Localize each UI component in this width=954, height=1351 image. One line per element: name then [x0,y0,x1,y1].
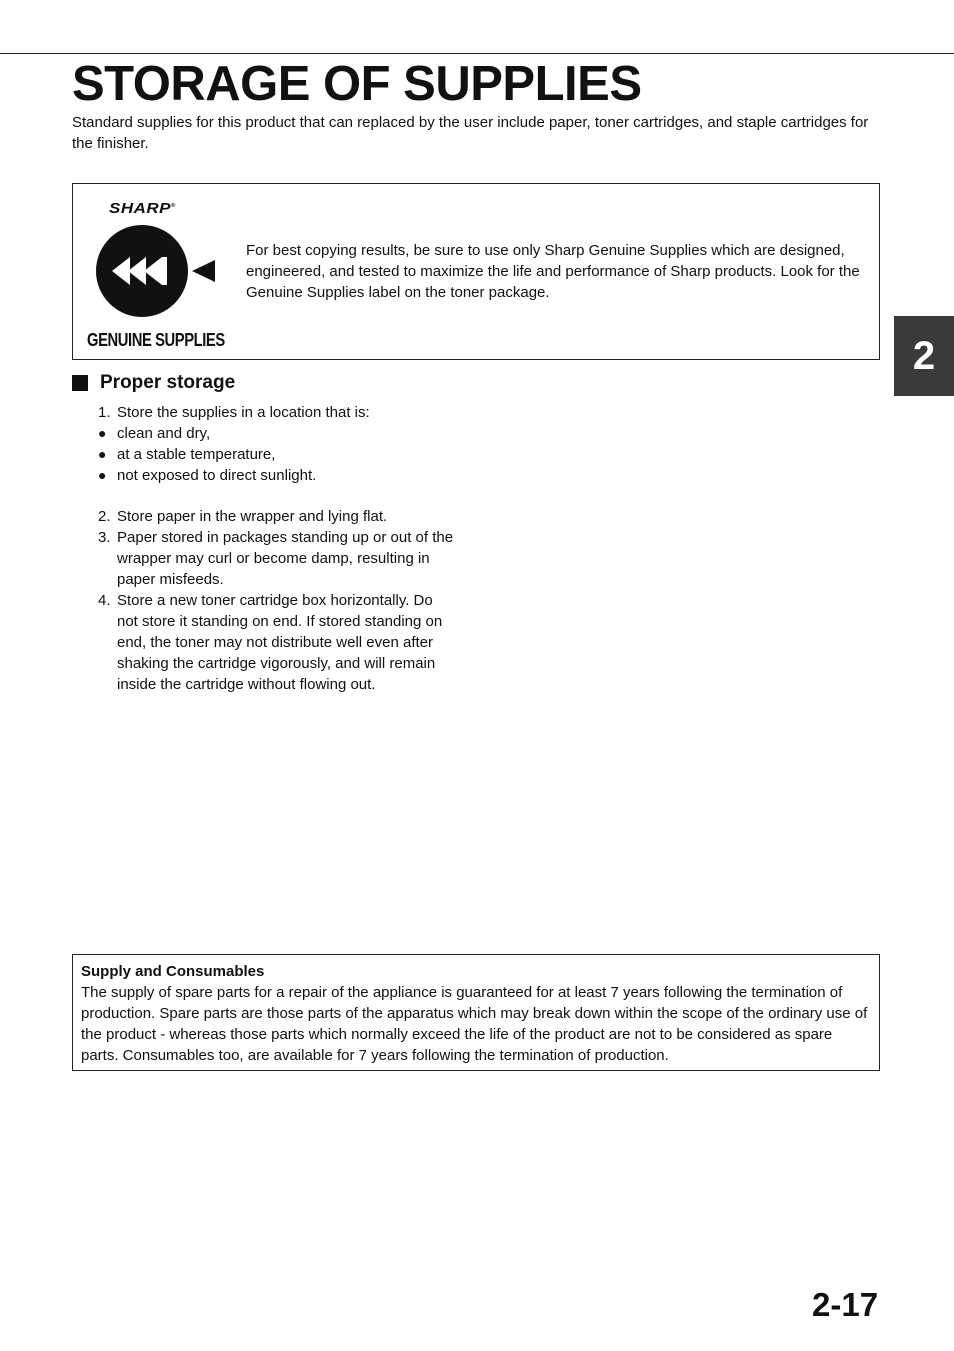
bullet-text: at a stable temperature, [117,446,276,463]
list-number: 3. [98,529,111,546]
top-rule [0,53,954,54]
supply-consumables-box [72,954,880,1071]
page-title: STORAGE OF SUPPLIES [72,57,642,111]
bullet-icon: ● [98,446,107,462]
genuine-supplies-box [72,183,880,360]
genuine-supplies-caption: GENUINE SUPPLIES [87,330,225,350]
list-number: 2. [98,508,111,525]
list-text: Store a new toner cartridge box horizontally. Do not store it standing on end. If stored standing on end, the toner may not distribute well even after shaking the cartridge vigorously, and will remain inside the cartridge without flowing out. [117,592,443,693]
bullet-icon: ● [98,425,107,441]
bullet-item [98,465,458,486]
bullet-item [98,444,458,465]
list-text: Store the supplies in a location that is: [117,404,370,421]
supply-consumables-text: The supply of spare parts for a repair of the appliance is guaranteed for at least 7 years following the termination of production. Spare parts are those parts of the apparatus which may break down within the scope of the ordinary use of the product - whereas those parts which normally exceed the life of the product are not to be considered as spare parts. Consumables too, are available for 7 years following the termination of production. [81,984,868,1064]
storage-list [98,402,458,695]
bullet-text: not exposed to direct sunlight. [117,467,317,484]
list-text: Store paper in the wrapper and lying flat. [117,508,388,525]
list-item [98,506,458,527]
bullet-icon: ● [98,467,107,483]
section-square-icon [72,375,88,391]
genuine-supplies-text: For best copying results, be sure to use only Sharp Genuine Supplies which are designed, engineered, and tested to maximize the life and performance of Sharp products. Look for the Genuine Supplies label on the toner package. [246,242,860,301]
list-number: 4. [98,592,111,609]
supply-consumables-title: Supply and Consumables [81,963,265,980]
chapter-tab: 2 [894,316,954,396]
list-item [98,527,458,590]
list-item [98,402,458,423]
genuine-supplies-icon [96,224,221,319]
sharp-logo: SHARP® [109,200,176,217]
bullet-text: clean and dry, [117,425,211,442]
list-item [98,590,458,695]
page-number: 2-17 [812,1286,879,1323]
list-gap [98,486,458,506]
proper-storage-heading [72,372,235,394]
bullet-item [98,423,458,444]
intro-paragraph: Standard supplies for this product that can replaced by the user include paper, toner cartridges, and staple cartridges for the finisher. [72,114,869,152]
list-text: Paper stored in packages standing up or out of the wrapper may curl or become damp, resulting in paper misfeeds. [117,529,454,588]
list-number: 1. [98,404,111,421]
proper-storage-heading-text: Proper storage [100,372,236,393]
